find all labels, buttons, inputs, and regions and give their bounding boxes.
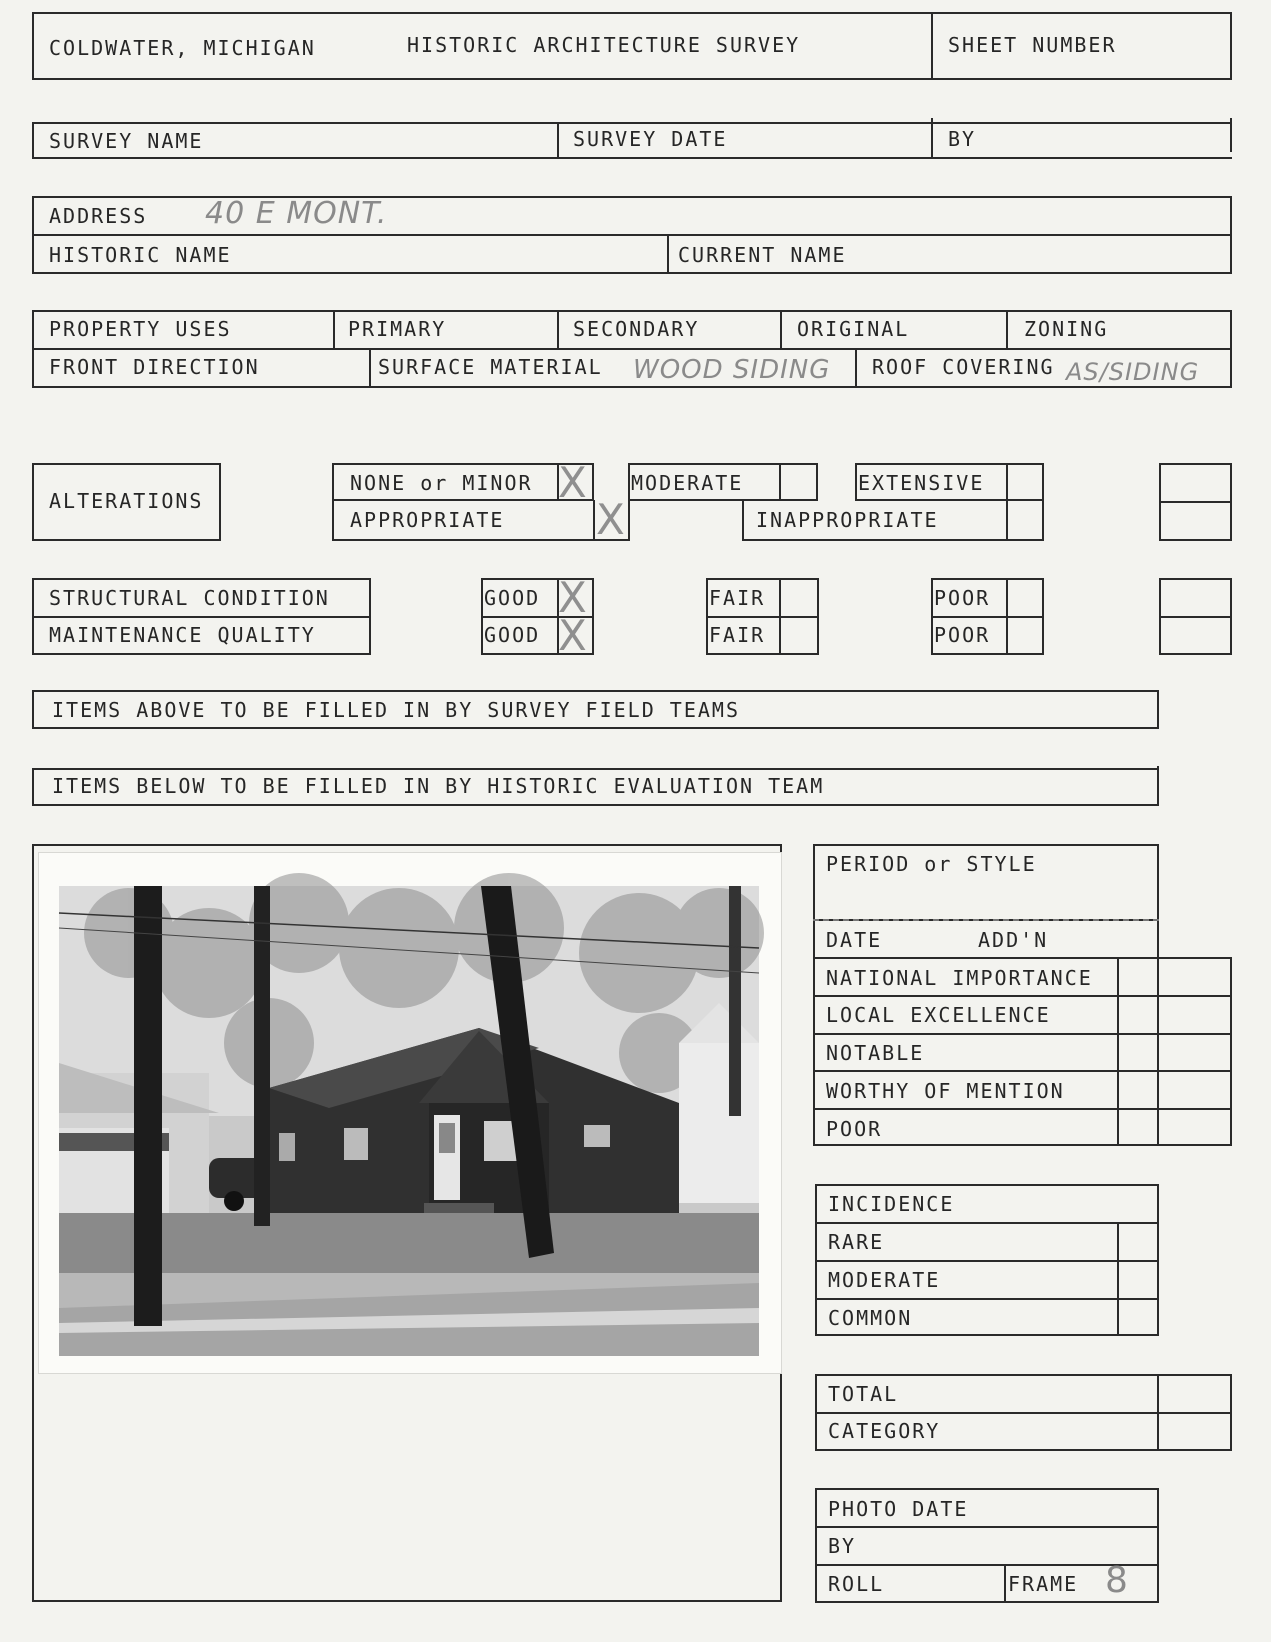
- alterations-label: ALTERATIONS: [49, 489, 204, 513]
- alt-inappropriate-label: INAPPROPRIATE: [756, 508, 939, 532]
- alt-extensive-label: EXTENSIVE: [858, 471, 985, 495]
- surface-material-label: SURFACE MATERIAL: [378, 355, 603, 379]
- structural-condition-label: STRUCTURAL CONDITION: [49, 586, 330, 610]
- address-label: ADDRESS: [49, 204, 148, 228]
- maintenance-quality-label: MAINTENANCE QUALITY: [49, 623, 316, 647]
- evaluation-poor-label: POOR: [826, 1117, 883, 1141]
- survey-date-label: SURVEY DATE: [573, 127, 728, 151]
- incidence-moderate-label: MODERATE: [828, 1268, 941, 1292]
- current-name-label: CURRENT NAME: [678, 243, 847, 267]
- surface-material-value: WOOD SIDING: [633, 355, 831, 385]
- rare-label: RARE: [828, 1230, 885, 1254]
- maintenance-poor-label: POOR: [934, 623, 991, 647]
- primary-label: PRIMARY: [348, 317, 447, 341]
- sheet-number-label: SHEET NUMBER: [948, 33, 1117, 57]
- historic-name-label: HISTORIC NAME: [49, 243, 232, 267]
- survey-title: HISTORIC ARCHITECTURE SURVEY: [407, 33, 801, 57]
- house-photo-image: [39, 853, 781, 1373]
- city-label: COLDWATER, MICHIGAN: [49, 36, 316, 60]
- alt-none-minor-check[interactable]: X: [558, 458, 587, 507]
- survey-name-label: SURVEY NAME: [49, 129, 204, 153]
- incidence-label: INCIDENCE: [828, 1192, 955, 1216]
- total-label: TOTAL: [828, 1382, 899, 1406]
- photo-by-label: BY: [828, 1534, 857, 1558]
- survey-by-label: BY: [948, 127, 977, 151]
- front-direction-label: FRONT DIRECTION: [49, 355, 260, 379]
- period-style-label: PERIOD or STYLE: [826, 852, 1037, 876]
- note-below: ITEMS BELOW TO BE FILLED IN BY HISTORIC EVALUATION TEAM: [52, 774, 825, 798]
- address-value: 40 E MONT.: [205, 196, 388, 231]
- maintenance-good-check[interactable]: X: [558, 611, 587, 660]
- frame-label: FRAME: [1008, 1572, 1079, 1596]
- structural-poor-label: POOR: [934, 586, 991, 610]
- roof-covering-label: ROOF COVERING: [872, 355, 1055, 379]
- photo-date-label: PHOTO DATE: [828, 1497, 969, 1521]
- notable-label: NOTABLE: [826, 1041, 925, 1065]
- addn-label: ADD'N: [978, 928, 1049, 952]
- structural-good-check[interactable]: X: [558, 573, 587, 622]
- original-label: ORIGINAL: [797, 317, 910, 341]
- date-label: DATE: [826, 928, 883, 952]
- secondary-label: SECONDARY: [573, 317, 700, 341]
- zoning-label: ZONING: [1024, 317, 1109, 341]
- note-above: ITEMS ABOVE TO BE FILLED IN BY SURVEY FIELD TEAMS: [52, 698, 741, 722]
- roof-covering-value: AS/SIDING: [1066, 358, 1200, 386]
- local-excellence-label: LOCAL EXCELLENCE: [826, 1003, 1051, 1027]
- property-uses-label: PROPERTY USES: [49, 317, 232, 341]
- alt-appropriate-check[interactable]: X: [596, 495, 625, 544]
- maintenance-fair-label: FAIR: [709, 623, 766, 647]
- alt-appropriate-label: APPROPRIATE: [350, 508, 505, 532]
- common-label: COMMON: [828, 1306, 913, 1330]
- maintenance-good-label: GOOD: [484, 623, 541, 647]
- frame-value: 8: [1105, 1560, 1129, 1601]
- structural-fair-label: FAIR: [709, 586, 766, 610]
- roll-label: ROLL: [828, 1572, 885, 1596]
- structural-good-label: GOOD: [484, 586, 541, 610]
- alt-none-minor-label: NONE or MINOR: [350, 471, 533, 495]
- house-photograph: [38, 852, 782, 1374]
- worthy-of-mention-label: WORTHY OF MENTION: [826, 1079, 1065, 1103]
- national-importance-label: NATIONAL IMPORTANCE: [826, 966, 1093, 990]
- category-label: CATEGORY: [828, 1419, 941, 1443]
- alt-moderate-label: MODERATE: [631, 471, 744, 495]
